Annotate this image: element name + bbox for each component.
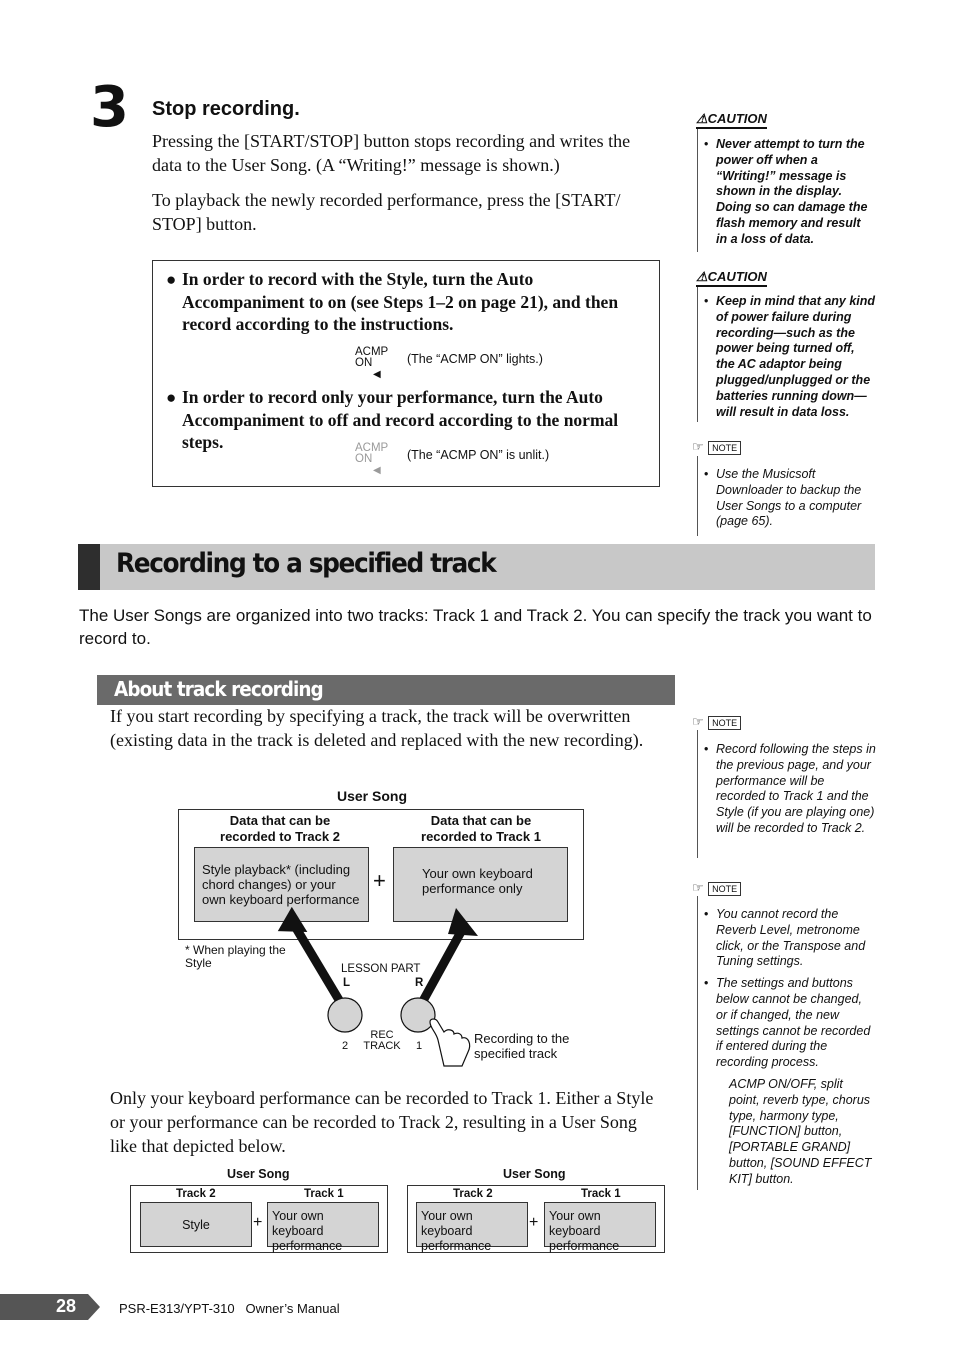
recording-caption: Recording to the specified track <box>474 1031 570 1061</box>
arrow-to-track-2 <box>296 928 345 1010</box>
note-heading-3 <box>692 879 741 897</box>
bullet-dot: • <box>704 742 709 756</box>
sidebar-rule <box>697 286 698 422</box>
plus-icon: + <box>253 1214 263 1231</box>
bullet-dot: • <box>704 976 709 990</box>
example-1-title: User Song <box>227 1167 290 1181</box>
subsection-paragraph-2: Only your keyboard performance can be recorded to Track 1. Either a Style or your performance can be recorded to Track 2, resulting in a User Song like that depicted below. <box>110 1088 654 1156</box>
plus-icon: + <box>529 1214 539 1231</box>
sidebar-rule <box>697 456 698 536</box>
example-1-track1: Track 1 <box>304 1188 344 1200</box>
lesson-part-label: LESSON PART <box>341 963 421 975</box>
info-bullet-1: In order to record with the Style, turn the Auto Accompaniment to on (see Steps 1–2 on page 21), and then record according to the instructions. <box>182 269 619 334</box>
section-marker <box>78 544 100 590</box>
track-1-button[interactable] <box>401 998 435 1032</box>
bullet-icon: ● <box>166 270 177 289</box>
caution-1-body: Never attempt to turn the power off when a “Writing!” message is shown in the display. Doing so can damage the flash memory and result in a loss of data. <box>716 137 868 246</box>
note-label: NOTE <box>708 716 741 730</box>
track-2-button[interactable] <box>328 998 362 1032</box>
example-1-track2: Track 2 <box>176 1188 216 1200</box>
note-icon: ☞ <box>692 880 704 895</box>
caution-2-text <box>704 294 876 420</box>
bullet-dot: • <box>704 137 709 151</box>
section-intro: The User Songs are organized into two tracks: Track 1 and Track 2. You can specify the track you want to record to. <box>79 606 872 648</box>
step-paragraph-2: To playback the newly recorded performance, press the [START/ STOP] button. <box>152 190 621 234</box>
bullet-dot: • <box>704 467 709 481</box>
note-label: NOTE <box>708 882 741 896</box>
caution-1-text <box>704 137 874 248</box>
arrow-left-icon: ◀ <box>373 465 381 476</box>
bullet-dot: • <box>704 907 709 921</box>
warning-icon: ⚠ <box>696 111 708 129</box>
page-number-tab <box>0 1294 100 1320</box>
example-2-track2: Track 2 <box>453 1188 493 1200</box>
step-title: Stop recording. <box>152 98 300 120</box>
note-3-list: ACMP ON/OFF, split point, reverb type, chorus type, harmony type, [FUNCTION] button, [PORTABLE GRAND] button, [SOUND EFFECT KIT] button. <box>729 1076 872 1186</box>
acmp-caption-off: (The “ACMP ON” is unlit.) <box>407 448 550 462</box>
arrow-to-track-1 <box>418 930 462 1010</box>
subsection-paragraph-1: If you start recording by specifying a track, the track will be overwritten (existing data in the track is deleted and replaced with the new recording). <box>110 706 644 750</box>
example-2-track1: Track 1 <box>581 1188 621 1200</box>
example-1-box2: Style <box>140 1202 252 1247</box>
note-heading-2 <box>692 713 741 731</box>
note-3-item-2: The settings and buttons below cannot be changed, or if changed, the new settings cannot be recorded if entered during the recording process. <box>716 976 871 1070</box>
caution-label: CAUTION <box>708 269 767 287</box>
acmp-label: ACMP ON <box>355 346 389 369</box>
note-3-text <box>704 907 876 1188</box>
example-2-title: User Song <box>503 1167 566 1181</box>
manual-title: PSR-E313/YPT-310 Owner’s Manual <box>119 1301 340 1316</box>
diagram-footnote: * When playing the Style <box>185 943 286 970</box>
info-box <box>152 260 660 487</box>
arrow-head-track-2 <box>278 907 315 944</box>
track-1-header: Data that can be recorded to Track 1 <box>421 813 541 844</box>
section-title: Recording to a specified track <box>116 548 496 579</box>
caution-heading-1 <box>696 110 767 128</box>
bullet-dot: • <box>704 294 709 308</box>
num-1-label: 1 <box>416 1040 423 1052</box>
note-icon: ☞ <box>692 439 704 454</box>
note-1-body: Use the Musicsoft Downloader to backup the User Songs to a computer (page 65). <box>716 467 862 529</box>
num-2-label: 2 <box>342 1040 349 1052</box>
sidebar-rule <box>697 896 698 1190</box>
section-header <box>78 544 875 590</box>
r-label: R <box>415 977 424 989</box>
caution-heading-2 <box>696 268 767 286</box>
info-bullet-2: In order to record only your performance, turn the Auto Accompaniment to off and record according to the normal steps. <box>182 387 619 452</box>
note-2-body: Record following the steps in the previous page, and your performance will be recorded to Track 1 and the Style (if you are playing one) will be recorded to Track 2. <box>716 742 876 835</box>
acmp-indicator-off <box>355 443 399 476</box>
caution-label: CAUTION <box>708 111 767 129</box>
step-number: 3 <box>90 75 129 140</box>
plus-icon: + <box>373 868 386 893</box>
sidebar-rule <box>697 730 698 858</box>
example-1-box1: Your own keyboard performance <box>267 1202 379 1247</box>
pointing-hand-icon <box>430 1019 470 1066</box>
note-heading-1 <box>692 438 741 456</box>
example-2-box2: Your own keyboard performance <box>416 1202 528 1247</box>
track-1-data-box: Your own keyboard performance only <box>393 847 568 922</box>
caution-2-body: Keep in mind that any kind of power failure during recording—such as the power being turned off, the AC adaptor being plugged/unplugged or the batteries running down—will result in data loss. <box>716 294 876 419</box>
note-label: NOTE <box>708 441 741 455</box>
note-3-item-1: You cannot record the Reverb Level, metronome click, or the Transpose and Tuning settings. <box>716 907 866 969</box>
page-number: 28 <box>56 1296 77 1316</box>
acmp-label: ACMP ON <box>355 442 389 465</box>
diagram-title: User Song <box>337 788 408 804</box>
track-2-data-box: Style playback* (including chord changes) or your own keyboard performance <box>194 847 369 922</box>
acmp-caption-on: (The “ACMP ON” lights.) <box>407 352 543 366</box>
acmp-indicator-on <box>355 347 399 380</box>
note-2-text <box>704 742 876 837</box>
note-icon: ☞ <box>692 714 704 729</box>
subsection-header <box>97 675 675 705</box>
l-label: L <box>343 977 351 989</box>
bullet-icon: ● <box>166 388 177 407</box>
step-paragraph-1: Pressing the [START/STOP] button stops recording and writes the data to the User Song. (A “Writing!” message is shown.) <box>152 131 631 175</box>
sidebar-rule <box>697 128 698 252</box>
track-2-header: Data that can be recorded to Track 2 <box>220 813 340 844</box>
warning-icon: ⚠ <box>696 269 708 287</box>
rec-track-label: REC TRACK <box>363 1029 401 1052</box>
arrow-head-track-1 <box>448 908 478 936</box>
note-1-text <box>704 467 874 530</box>
example-2-box1: Your own keyboard performance <box>544 1202 656 1247</box>
arrow-left-icon: ◀ <box>373 369 381 380</box>
subsection-title: About track recording <box>114 677 323 701</box>
